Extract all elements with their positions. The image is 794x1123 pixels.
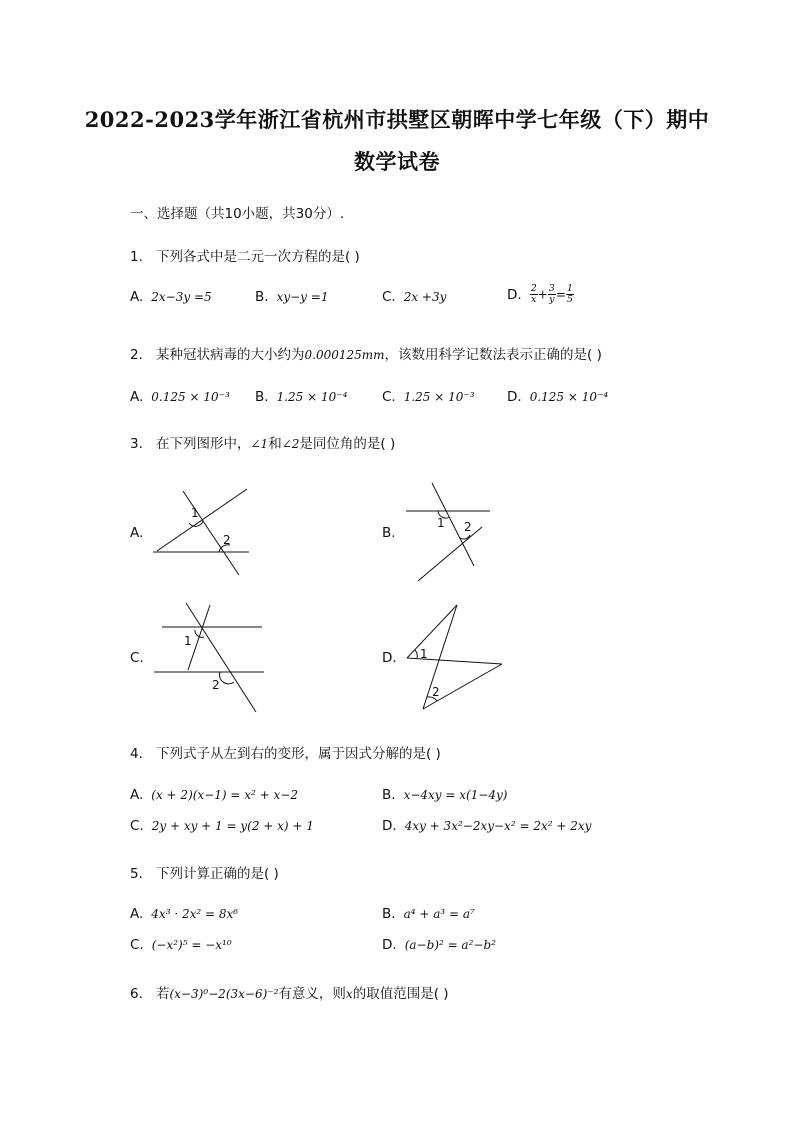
question-math: 0.000125mm [304, 348, 385, 362]
option-text: 2x−3y =5 [151, 290, 212, 304]
line-upper-left [407, 605, 457, 658]
figure-label-c: C. [130, 650, 144, 666]
angle-label-2: 2 [212, 678, 220, 692]
section-heading: 一、选择题（共10小题，共30分）. [130, 206, 345, 222]
figure-a-diagram [145, 485, 260, 580]
option-label: A. [130, 289, 144, 305]
option-2b: B. 1.25 × 10⁻⁴ [255, 389, 348, 405]
figure-d-diagram [395, 600, 510, 715]
option-text: xy−y =1 [276, 290, 329, 304]
option-2a: A. 0.125 × 10⁻³ [130, 389, 230, 405]
question-1 [130, 245, 360, 265]
option-label: B. [255, 289, 269, 305]
angle-label-1: 1 [437, 516, 445, 530]
question-text-b: ，该数用科学记数法表示正确的是( ) [384, 347, 602, 363]
exam-title-line1: 2022-2023学年浙江省杭州市拱墅区朝晖中学七年级（下）期中 [84, 107, 710, 132]
angle-label-2: 2 [223, 533, 231, 547]
angle-arc-1 [415, 650, 417, 658]
line-steep [423, 605, 457, 709]
option-5b: B. a⁴ + a³ = a⁷ [382, 906, 475, 922]
figure-b-diagram [400, 480, 500, 585]
option-5c: C. (−x²)⁵ = −x¹⁰ [130, 937, 232, 953]
option-1a [130, 289, 212, 305]
option-4d: D. 4xy + 3x²−2xy−x² = 2x² + 2xy [382, 818, 592, 834]
question-3: 3. 在下列图形中，∠1和∠2是同位角的是( ) [130, 436, 396, 452]
option-1b [255, 289, 328, 305]
option-4a: A. (x + 2)(x−1) = x² + x−2 [130, 787, 298, 803]
figure-label-a: A. [130, 525, 144, 541]
fraction-3-over-y: $\frac{3}{y}$ [548, 283, 555, 305]
exam-title-line2: 数学试卷 [354, 149, 440, 174]
option-text: 2x +3y [403, 290, 447, 304]
angle-label-2: 2 [464, 520, 472, 534]
option-label: C. [382, 289, 396, 305]
option-2c: C. 1.25 × 10⁻³ [382, 389, 475, 405]
line-transversal [418, 527, 482, 581]
fraction-1-over-5: $\frac{1}{5}$ [566, 283, 573, 305]
option-2d: D. 0.125 × 10⁻⁴ [507, 389, 609, 405]
figure-label-b: B. [382, 525, 396, 541]
figure-label-d: D. [382, 650, 397, 666]
question-6: 6. 若(x−3)⁰−2(3x−6)⁻²有意义，则x的取值范围是( ) [130, 986, 449, 1002]
option-5d: D. (a−b)² = a²−b² [382, 937, 496, 953]
question-2 [130, 343, 602, 363]
figure-c-diagram [150, 600, 270, 715]
option-1c [382, 289, 446, 305]
question-4: 4. 下列式子从左到右的变形，属于因式分解的是( ) [130, 746, 441, 762]
question-number: 1. [130, 249, 143, 265]
angle-label-1: 1 [420, 647, 428, 661]
angle-label-2: 2 [432, 685, 440, 699]
angle-label-1: 1 [184, 634, 192, 648]
fraction-2-over-x: $\frac{2}{x}$ [530, 283, 537, 305]
option-label: D. [507, 286, 522, 303]
angle-label-1: 1 [191, 506, 199, 520]
line-transversal [186, 603, 256, 712]
question-5: 5. 下列计算正确的是( ) [130, 866, 279, 882]
question-text-a: 某种冠状病毒的大小约为 [156, 347, 305, 363]
option-4b: B. x−4xy = x(1−4y) [382, 787, 508, 803]
option-1d: D. $\frac{2}{x}$ + $\frac{3}{y}$ = $\frac{1}{5}$ [507, 283, 573, 305]
question-text: 下列各式中是二元一次方程的是( ) [156, 249, 360, 265]
question-number: 2. [130, 347, 143, 363]
option-4c: C. 2y + xy + 1 = y(2 + x) + 1 [130, 818, 314, 834]
option-5a: A. 4x³ · 2x² = 8x⁶ [130, 906, 239, 922]
